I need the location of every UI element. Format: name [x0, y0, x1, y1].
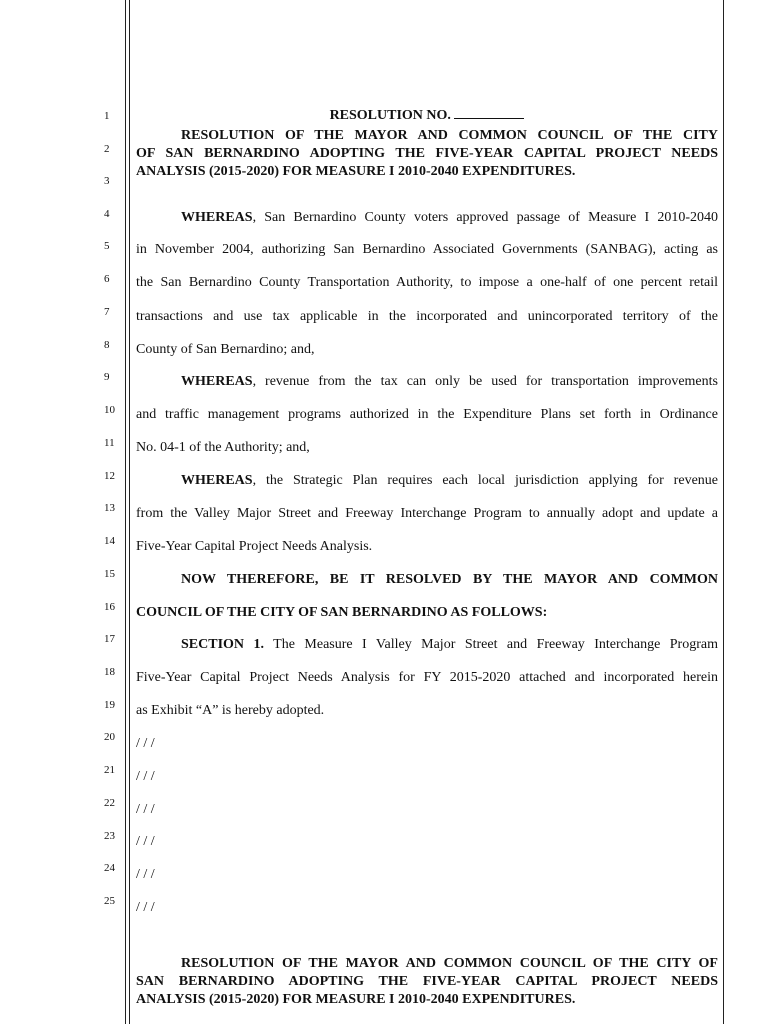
- line-number: 3: [104, 175, 110, 187]
- line-number: 24: [104, 862, 115, 874]
- resolved-line-2: COUNCIL OF THE CITY OF SAN BERNARDINO AS FOLLOWS:: [136, 605, 548, 620]
- line-number: 19: [104, 699, 115, 711]
- whereas-3-line-1: [136, 472, 718, 490]
- line-number: 7: [104, 306, 110, 318]
- line-number: 5: [104, 240, 110, 252]
- line-number: 12: [104, 470, 115, 482]
- whereas-3-line-3: Five-Year Capital Project Needs Analysis.: [136, 539, 373, 554]
- whereas-2-lead: WHEREAS: [181, 374, 253, 389]
- line-number: 22: [104, 797, 115, 809]
- line-number: 23: [104, 830, 115, 842]
- resolution-number: [136, 105, 718, 125]
- footer-line-1: RESOLUTION OF THE MAYOR AND COMMON COUNCIL OF THE CITY OF: [181, 956, 718, 971]
- line-number: 25: [104, 895, 115, 907]
- section-1-lead: SECTION 1.: [181, 637, 264, 652]
- continuation-mark: / / /: [136, 802, 155, 817]
- continuation-mark: / / /: [136, 867, 155, 882]
- footer-line-3: ANALYSIS (2015-2020) FOR MEASURE I 2010-2040 EXPENDITURES.: [136, 992, 576, 1007]
- line-number: 6: [104, 273, 110, 285]
- subtitle-line-2: OF SAN BERNARDINO ADOPTING THE FIVE-YEAR CAPITAL PROJECT NEEDS: [136, 146, 718, 161]
- resolved-line-1: NOW THEREFORE, BE IT RESOLVED BY THE MAYOR AND COMMON: [181, 572, 718, 587]
- continuation-mark: / / /: [136, 769, 155, 784]
- section-1-line-3: as Exhibit “A” is hereby adopted.: [136, 703, 325, 718]
- margin-rule-left-outer: [125, 0, 126, 1024]
- line-number: 4: [104, 208, 110, 220]
- line-number: 18: [104, 666, 115, 678]
- whereas-3-lead: WHEREAS: [181, 473, 253, 488]
- continuation-mark: / / /: [136, 834, 155, 849]
- whereas-1-text-1: , San Bernardino County voters approved passage of Measure I 2010-2040: [252, 210, 718, 225]
- whereas-1-lead: WHEREAS: [181, 210, 253, 225]
- whereas-3-text-1: , the Strategic Plan requires each local jurisdiction applying for revenue: [252, 473, 718, 488]
- line-number: 10: [104, 404, 115, 416]
- line-number: 8: [104, 339, 110, 351]
- section-1-line-1: [136, 636, 718, 654]
- whereas-2-text-1: , revenue from the tax can only be used for transportation improvements: [252, 374, 718, 389]
- resolution-title: RESOLUTION NO.: [329, 108, 451, 123]
- line-number: 15: [104, 568, 115, 580]
- subtitle-line-3: ANALYSIS (2015-2020) FOR MEASURE I 2010-2040 EXPENDITURES.: [136, 164, 576, 179]
- whereas-1-line-4: transactions and use tax applicable in the incorporated and unincorporated territory of the: [136, 309, 718, 324]
- whereas-1-line-2: in November 2004, authorizing San Bernardino Associated Governments (SANBAG), acting as: [136, 242, 718, 257]
- whereas-2-line-1: [136, 373, 718, 391]
- margin-rule-right: [723, 0, 724, 1024]
- whereas-1-line-5: County of San Bernardino; and,: [136, 342, 315, 357]
- subtitle-line-1: RESOLUTION OF THE MAYOR AND COMMON COUNCIL OF THE CITY: [181, 128, 718, 143]
- whereas-2-line-2: and traffic management programs authorized in the Expenditure Plans set forth in Ordinance: [136, 407, 718, 422]
- section-1-line-2: Five-Year Capital Project Needs Analysis for FY 2015-2020 attached and incorporated herein: [136, 670, 718, 685]
- line-number: 14: [104, 535, 115, 547]
- whereas-1-line-1: [136, 209, 718, 227]
- line-number: 13: [104, 502, 115, 514]
- whereas-2-line-3: No. 04-1 of the Authority; and,: [136, 440, 310, 455]
- line-number: 17: [104, 633, 115, 645]
- line-number: 11: [104, 437, 115, 449]
- line-number: 20: [104, 731, 115, 743]
- line-number: 2: [104, 143, 110, 155]
- line-number: 9: [104, 371, 110, 383]
- whereas-3-line-2: from the Valley Major Street and Freeway Interchange Program to annually adopt and update a: [136, 506, 718, 521]
- resolution-number-blank: [454, 105, 524, 119]
- line-number: 21: [104, 764, 115, 776]
- line-number: 16: [104, 601, 115, 613]
- continuation-mark: / / /: [136, 736, 155, 751]
- section-1-text-1: The Measure I Valley Major Street and Freeway Interchange Program: [263, 637, 718, 652]
- line-number: 1: [104, 110, 110, 122]
- margin-rule-left-inner: [129, 0, 130, 1024]
- whereas-1-line-3: the San Bernardino County Transportation Authority, to impose a one-half of one percent retail: [136, 275, 718, 290]
- continuation-mark: / / /: [136, 900, 155, 915]
- footer-line-2: SAN BERNARDINO ADOPTING THE FIVE-YEAR CAPITAL PROJECT NEEDS: [136, 974, 718, 989]
